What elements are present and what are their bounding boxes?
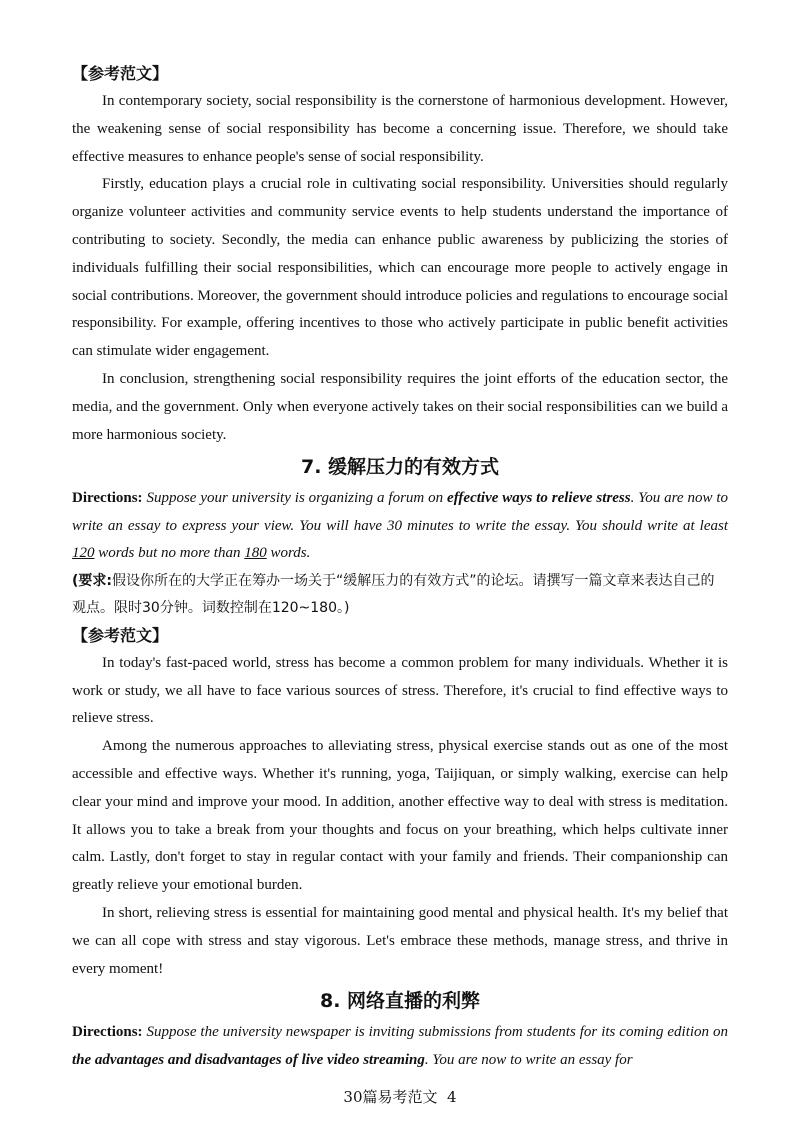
sample-essay-label: 【参考范文】	[72, 64, 169, 83]
min-words: 120	[72, 545, 95, 562]
page-number: 4	[447, 1088, 457, 1106]
footer-title: 30篇易考范文	[343, 1088, 438, 1106]
sample-essay-label-7: 【参考范文】	[72, 625, 169, 645]
essay6-paragraph-1: In contemporary society, social responsibility is the cornerstone of harmonious development. However, the weakening sense of social responsibility has become a concerning issue. Therefore, we should take effective measures to enhance people's sense of social responsibility.	[72, 93, 728, 165]
directions-text-3: words but no more than	[94, 545, 245, 562]
essay6-paragraph-3: In conclusion, strengthening social responsibility requires the joint efforts of the education sector, the media, and the government. Only when everyone actively takes on their social responsibilities can we build a more harmonious society.	[72, 370, 728, 443]
directions8-text-2: . You are now to write an essay for	[424, 1051, 633, 1068]
directions8-topic: the advantages and disadvantages of live video streaming	[72, 1051, 425, 1068]
essay6-paragraph-2: Firstly, education plays a crucial role in cultivating social responsibility. Universities should regularly organize volunteer activities and community service events to help students understand the importance of contributing to society. Secondly, the media can enhance public awareness by publicizing the stories of individuals fulfilling their social responsibilities, which can encourage more people to actively engage in social contributions. Moreover, the government should introduce policies and regulations to encourage social responsibility. For example, offering incentives to those who actively participate in public benefit activities can stimulate wider engagement.	[72, 176, 728, 360]
page-content	[72, 60, 728, 1074]
page-footer	[0, 1086, 800, 1107]
section-7-directions	[72, 485, 728, 568]
essay7-paragraph-2: Among the numerous approaches to alleviating stress, physical exercise stands out as one of the most accessible and effective ways. Whether it's running, yoga, Taijiquan, or simply walking, exercise can help clear your mind and improve your mood. In addition, another effective way to deal with stress is meditation. It allows you to take a break from your thoughts and focus on your breathing, which helps cultivate inner calm. Lastly, don't forget to stay in regular contact with your family and friends. Their companionship can greatly relieve your emotional burden.	[72, 738, 728, 894]
essay7-paragraph-1: In today's fast-paced world, stress has become a common problem for many individuals. Whether it is work or study, we all have to face various sources of stress. Therefore, it's crucial to find effective ways to relieve stress.	[72, 654, 728, 727]
directions-label-8: Directions:	[72, 1024, 143, 1041]
essay7-paragraph-3: In short, relieving stress is essential for maintaining good mental and physical health. It's my belief that we can all cope with stress and stay vigorous. Let's embrace these methods, manage stress, and thrive in every moment!	[72, 905, 728, 977]
directions-text-2: . You are now to write an essay to express your view. You will have 30 minutes to write the essay. You should write at least	[72, 490, 729, 534]
directions-topic: effective ways to relieve stress	[447, 490, 631, 507]
directions-text-4: words.	[266, 545, 311, 562]
max-words: 180	[244, 545, 267, 562]
section-7-requirement	[72, 568, 728, 622]
requirement-label: (要求:	[72, 572, 112, 589]
section-8-title: 8. 网络直播的利弊	[319, 990, 481, 1013]
directions-label: Directions:	[72, 490, 143, 507]
section-8-directions	[72, 1019, 728, 1074]
directions-text-1: Suppose your university is organizing a forum on	[146, 490, 448, 507]
requirement-text: 假设你所在的大学正在筹办一场关于“缓解压力的有效方式”的论坛。请撰写一篇文章来表达自己的观点。限时30分钟。词数控制在120~180。)	[72, 572, 715, 616]
section-7-title: 7. 缓解压力的有效方式	[300, 456, 500, 479]
directions8-text-1: Suppose the university newspaper is inviting submissions from students for its coming edition on	[146, 1024, 729, 1041]
